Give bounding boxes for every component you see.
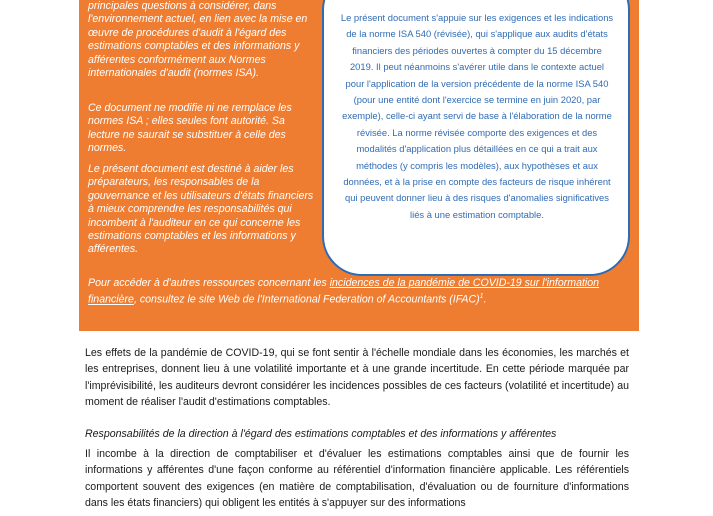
sidebar-paragraph-resources [88,277,608,307]
sidebar-authority-text: Ce document ne modifie ni ne remplace les normes ISA ; elles seules font autorité. Sa lecture ne saurait se substituer à celle des normes. [88,102,292,155]
callout-text: Le présent document s'appuie sur les exigences et les indications de la norme ISA 540 (révisée), qui s'applique aux audits d'états financiers des périodes ouvertes à compter du 15 décembre 2019. Il peut néanmoins s'avérer utile dans le contexte actuel pour l'application de la version précédente de la norme ISA 540 (pour une entité dont l'exercice se termine en juin 2020, par exemple), celle-ci ayant servi de base à l'élaboration de la norme révisée. La norme révisée comporte des exigences et des modalités d'application plus détaillées en ce qui a trait aux méthodes (y compris les modèles), aux hypothèses et aux données, et à la prise en compte des facteurs de risque inhérent qui peuvent donner lieu à des risques d'anomalies significatives liés à une estimation comptable. [340,12,614,220]
sidebar-paragraph-intro [88,0,318,80]
body-paragraph-management: Il incombe à la direction de comptabiliser et d'évaluer les estimations comptables ainsi que de fournir les informations y afférentes d'une façon conforme au référentiel d'information financière applicable. Les référentiels comportent souvent des exigences (en matière de comptabilisation, d'évaluation ou de fourniture d'informations dans les états financiers) qui obligent les entités à s'appuyer sur des informations [85,448,629,510]
body-paragraph-covid: Les effets de la pandémie de COVID-19, qui se font sentir à l'échelle mondiale dans les économies, les marchés et les entreprises, donnent lieu à une volatilité importante et à une grande incertitude. En cette période marquée par l'imprévisibilité, les auditeurs devront considérer les incidences possibles de ces facteurs (volatilité et incertitude) au moment de réaliser l'audit d'estimations comptables. [85,347,629,409]
resources-text-after: , consultez le site Web de l'International Federation of Accountants (IFAC) [133,293,480,306]
sidebar-paragraph-authority [88,102,318,156]
sidebar-intro-text: principales questions à considérer, dans l'environnement actuel, en lien avec la mise en œuvre de procédures d'audit à l'égard des estimations comptables et des informations y afférentes conformément aux Normes internationales d'audit (normes ISA). [88,0,308,80]
section-heading: Responsabilités de la direction à l'égard des estimations comptables et des informations y afférentes [85,428,557,440]
footnote-marker[interactable]: 1 [479,293,484,301]
resources-text-end: . [483,293,487,306]
resources-text-before: Pour accéder à d'autres ressources concernant les [88,277,330,289]
sidebar-purpose-text: Le présent document est destiné à aider les préparateurs, les responsables de la gouvernance et les utilisateurs d'états financiers à mieux comprendre les responsabilités qui incombent à l'auditeur en ce qui concerne les estimations comptables et les informations y afférentes. [88,163,314,256]
covid-resources-link[interactable]: incidences de la pandémie de COVID-19 sur l'information financière [88,277,600,306]
sidebar-paragraph-purpose [88,163,318,257]
sidebar-resources-text [88,277,608,307]
